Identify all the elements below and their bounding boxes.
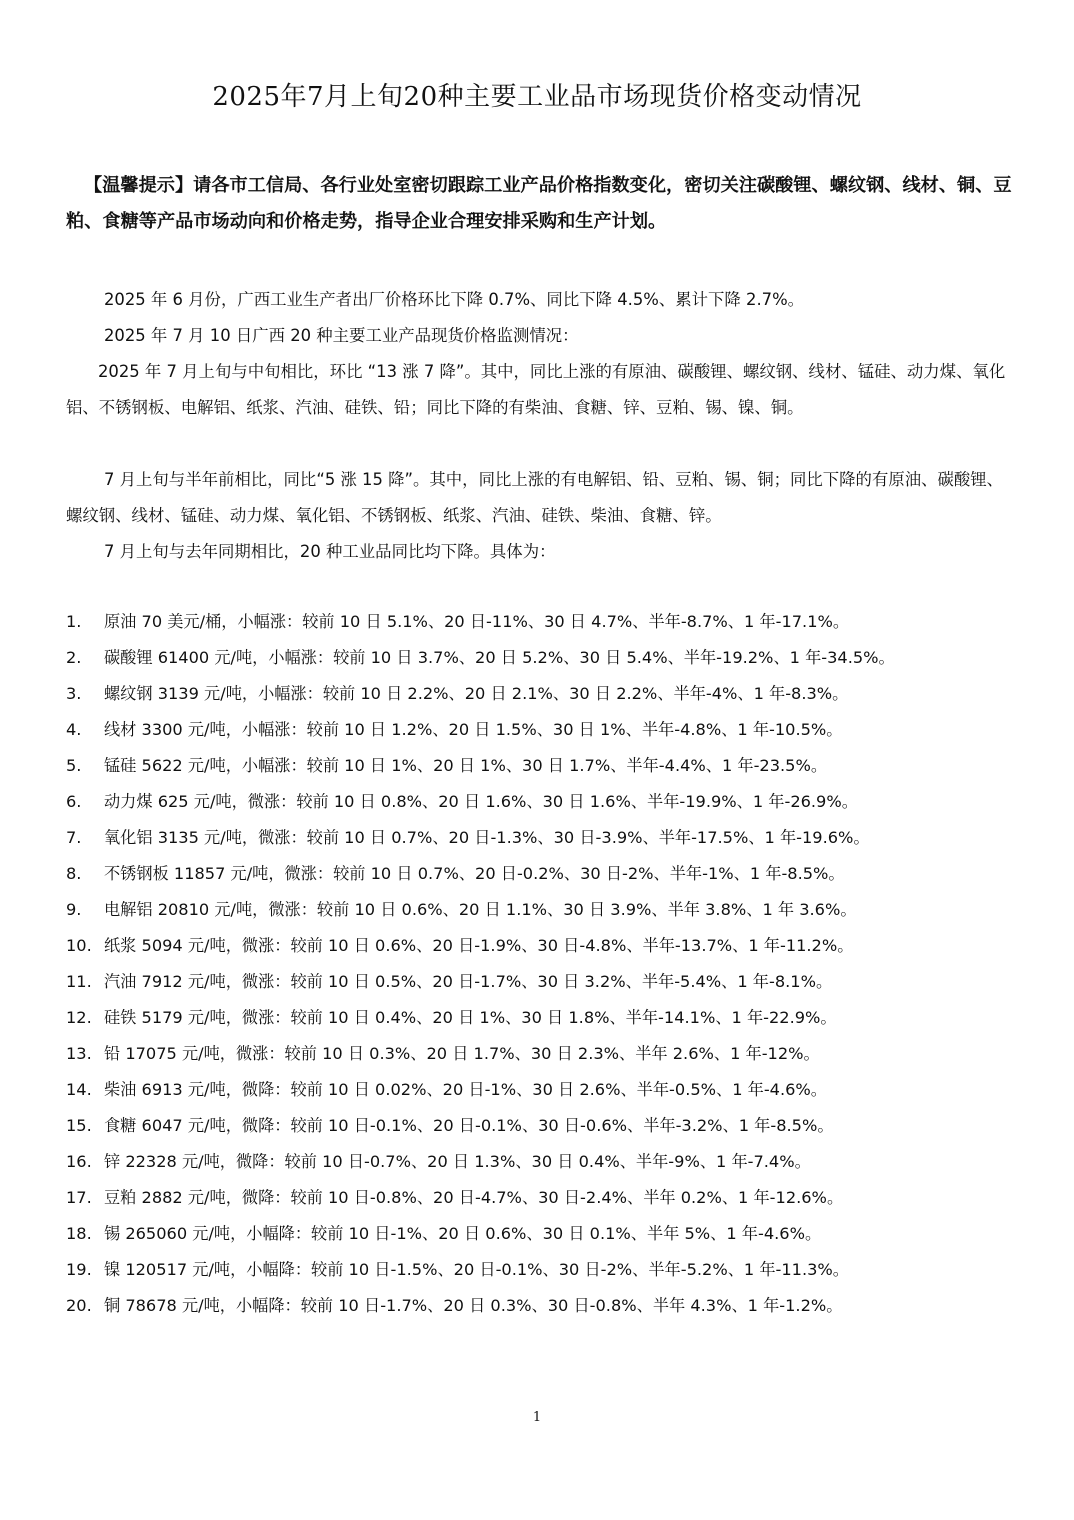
list-item-text: 锌 22328 元/吨，微降：较前 10 日-0.7%、20 日 1.3%、30 日 0.4%、半年-9%、1 年-7.4%。 — [104, 1152, 811, 1171]
list-item-text: 汽油 7912 元/吨，微涨：较前 10 日 0.5%、20 日-1.7%、30 日 3.2%、半年-5.4%、1 年-8.1%。 — [104, 972, 833, 991]
list-item — [66, 856, 1026, 892]
list-item — [66, 640, 1026, 676]
list-item — [66, 928, 1026, 964]
list-item-number: 10. — [66, 936, 92, 955]
list-item-number: 14. — [66, 1080, 92, 1099]
list-item-number: 13. — [66, 1044, 92, 1063]
list-item-number: 4. — [66, 720, 82, 739]
list-item-text: 线材 3300 元/吨，小幅涨：较前 10 日 1.2%、20 日 1.5%、30 日 1%、半年-4.8%、1 年-10.5%。 — [104, 720, 843, 739]
list-item-number: 16. — [66, 1152, 92, 1171]
list-item-text: 锡 265060 元/吨，小幅降：较前 10 日-1%、20 日 0.6%、30 日 0.1%、半年 5%、1 年-4.6%。 — [104, 1224, 822, 1243]
list-item-text: 螺纹钢 3139 元/吨，小幅涨：较前 10 日 2.2%、20 日 2.1%、30 日 2.2%、半年-4%、1 年-8.3%。 — [104, 684, 849, 703]
page-title: 2025年7月上旬20种主要工业品市场现货价格变动情况 — [212, 82, 862, 112]
list-item-number: 17. — [66, 1188, 92, 1207]
list-item-text: 原油 70 美元/桶，小幅涨：较前 10 日 5.1%、20 日-11%、30 日 4.7%、半年-8.7%、1 年-17.1%。 — [104, 612, 850, 631]
list-item-text: 动力煤 625 元/吨，微涨：较前 10 日 0.8%、20 日 1.6%、30 日 1.6%、半年-19.9%、1 年-26.9%。 — [104, 792, 858, 811]
list-item — [66, 748, 1026, 784]
list-item — [66, 964, 1026, 1000]
list-item-text: 柴油 6913 元/吨，微降：较前 10 日 0.02%、20 日-1%、30 日 2.6%、半年-0.5%、1 年-4.6%。 — [104, 1080, 827, 1099]
list-item — [66, 1144, 1026, 1180]
list-item-number: 1. — [66, 612, 82, 631]
list-item-text: 纸浆 5094 元/吨，微涨：较前 10 日 0.6%、20 日-1.9%、30 日-4.8%、半年-13.7%、1 年-11.2%。 — [104, 936, 854, 955]
paragraph-monitoring-date: 2025 年 7 月 10 日广西 20 种主要工业产品现货价格监测情况： — [104, 326, 579, 345]
list-item-number: 15. — [66, 1116, 92, 1135]
warm-tip: 【温馨提示】请各市工信局、各行业处室密切跟踪工业产品价格指数变化，密切关注碳酸锂、螺纹钢、线材、铜、豆粕、食糖等产品市场动向和价格走势，指导企业合理安排采购和生产计划。 — [66, 175, 1012, 232]
list-item-text: 不锈钢板 11857 元/吨，微涨：较前 10 日 0.7%、20 日-0.2%、30 日-2%、半年-1%、1 年-8.5%。 — [104, 864, 845, 883]
list-item-number: 6. — [66, 792, 82, 811]
list-item-number: 9. — [66, 900, 82, 919]
list-item — [66, 1288, 1026, 1324]
list-item-text: 豆粕 2882 元/吨，微降：较前 10 日-0.8%、20 日-4.7%、30 日-2.4%、半年 0.2%、1 年-12.6%。 — [104, 1188, 844, 1207]
list-item-number: 20. — [66, 1296, 92, 1315]
paragraph-year-comparison: 7 月上旬与去年同期相比，20 种工业品同比均下降。具体为： — [104, 542, 556, 561]
list-item-text: 食糖 6047 元/吨，微降：较前 10 日-0.1%、20 日-0.1%、30 日-0.6%、半年-3.2%、1 年-8.5%。 — [104, 1116, 834, 1135]
list-item-number: 8. — [66, 864, 82, 883]
list-item — [66, 1000, 1026, 1036]
list-item-text: 氧化铝 3135 元/吨，微涨：较前 10 日 0.7%、20 日-1.3%、30 日-3.9%、半年-17.5%、1 年-19.6%。 — [104, 828, 870, 847]
list-item — [66, 1036, 1026, 1072]
list-item-text: 电解铝 20810 元/吨，微涨：较前 10 日 0.6%、20 日 1.1%、30 日 3.9%、半年 3.8%、1 年 3.6%。 — [104, 900, 857, 919]
list-item-text: 碳酸锂 61400 元/吨，小幅涨：较前 10 日 3.7%、20 日 5.2%、30 日 5.4%、半年-19.2%、1 年-34.5%。 — [104, 648, 895, 667]
paragraph-half-year-comparison: 7 月上旬与半年前相比，同比“5 涨 15 降”。其中，同比上涨的有电解铝、铅、豆粕、锡、铜；同比下降的有原油、碳酸锂、螺纹钢、线材、锰硅、动力煤、氧化铝、不锈钢板、纸浆、汽油、硅铁、柴油、食糖、锌。 — [66, 470, 1004, 525]
price-list — [66, 604, 1026, 1324]
page-number: 1 — [532, 1410, 542, 1425]
paragraph-period-comparison: 2025 年 7 月上旬与中旬相比，环比 “13 涨 7 降”。其中，同比上涨的有原油、碳酸锂、螺纹钢、线材、锰硅、动力煤、氧化铝、不锈钢板、电解铝、纸浆、汽油、硅铁、铅；同比下降的有柴油、食糖、锌、豆粕、锡、镍、铜。 — [66, 362, 1006, 417]
paragraph-ppi: 2025 年 6 月份，广西工业生产者出厂价格环比下降 0.7%、同比下降 4.5%、累计下降 2.7%。 — [104, 290, 805, 309]
list-item-text: 铅 17075 元/吨，微涨：较前 10 日 0.3%、20 日 1.7%、30 日 2.3%、半年 2.6%、1 年-12%。 — [104, 1044, 820, 1063]
list-item — [66, 676, 1026, 712]
list-item-text: 硅铁 5179 元/吨，微涨：较前 10 日 0.4%、20 日 1%、30 日 1.8%、半年-14.1%、1 年-22.9%。 — [104, 1008, 837, 1027]
list-item-text: 锰硅 5622 元/吨，小幅涨：较前 10 日 1%、20 日 1%、30 日 1.7%、半年-4.4%、1 年-23.5%。 — [104, 756, 828, 775]
list-item — [66, 820, 1026, 856]
list-item-number: 5. — [66, 756, 82, 775]
list-item-number: 11. — [66, 972, 92, 991]
list-item-text: 镍 120517 元/吨，小幅降：较前 10 日-1.5%、20 日-0.1%、30 日-2%、半年-5.2%、1 年-11.3%。 — [104, 1260, 849, 1279]
list-item — [66, 1252, 1026, 1288]
list-item-number: 3. — [66, 684, 82, 703]
list-item-number: 2. — [66, 648, 82, 667]
list-item — [66, 784, 1026, 820]
list-item-number: 7. — [66, 828, 82, 847]
list-item — [66, 604, 1026, 640]
list-item — [66, 892, 1026, 928]
list-item — [66, 1072, 1026, 1108]
list-item — [66, 1216, 1026, 1252]
list-item — [66, 1108, 1026, 1144]
list-item-text: 铜 78678 元/吨，小幅降：较前 10 日-1.7%、20 日 0.3%、30 日-0.8%、半年 4.3%、1 年-1.2%。 — [104, 1296, 843, 1315]
list-item-number: 18. — [66, 1224, 92, 1243]
list-item-number: 19. — [66, 1260, 92, 1279]
list-item — [66, 712, 1026, 748]
list-item — [66, 1180, 1026, 1216]
list-item-number: 12. — [66, 1008, 92, 1027]
